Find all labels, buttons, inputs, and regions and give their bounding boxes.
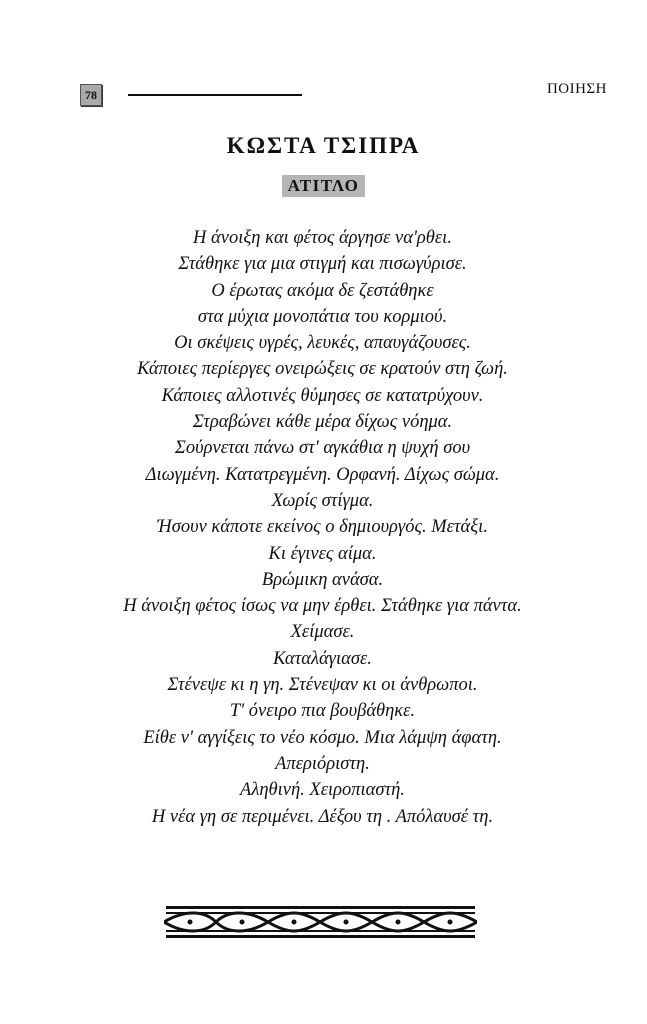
poem-line: Κι έγινες αίμα. (268, 543, 377, 564)
poem-line: Κάποιες αλλοτινές θύμησες σε κατατρύχουν. (161, 385, 484, 406)
poem-line: Βρώμικη ανάσα. (261, 569, 384, 590)
braided-border-ornament-icon (164, 902, 477, 942)
poem-line: Στένεψε κι η γη. Στένεψαν κι οι άνθρωποι. (167, 675, 478, 696)
poem-line: στα μύχια μονοπάτια του κορμιού. (197, 306, 448, 327)
poem-line: Χείμασε. (290, 622, 355, 643)
poem-line: Τ' όνειρο πια βουβάθηκε. (229, 701, 416, 722)
poem-line: Στραβώνει κάθε μέρα δίχως νόημα. (192, 412, 453, 433)
poem-title: ΑΤΙΤΛΟ (282, 175, 366, 197)
poem-line: Σούρνεται πάνω στ' αγκάθια η ψυχή σου (174, 438, 471, 459)
poem-line: Στάθηκε για μια στιγμή και πισωγύρισε. (178, 254, 467, 275)
header-rule (128, 94, 302, 96)
poem-line: Απεριόριστη. (275, 753, 370, 774)
poem-line: Οι σκέψεις υγρές, λευκές, απαυγάζουσες. (174, 333, 471, 354)
poem-body (40, 225, 605, 830)
poem-line: Είθε ν' αγγίξεις το νέο κόσμο. Μια λάμψη άφατη. (143, 727, 502, 748)
author-name: ΚΩΣΤΑ ΤΣΙΠΡΑ (226, 133, 421, 158)
poem-line: Ο έρωτας ακόμα δε ζεστάθηκε (211, 280, 434, 301)
poem-line: Χωρίς στίγμα. (271, 490, 374, 511)
poem-line: Η νέα γη σε περιμένει. Δέξου τη . Απόλαυσέ τη. (151, 806, 494, 827)
poem-line: Η άνοιξη και φέτος άργησε να'ρθει. (193, 228, 452, 248)
title-container (0, 175, 647, 197)
poem-line: Κάποιες περίεργες ονειρώξεις σε κρατούν στη ζωή. (137, 359, 508, 380)
page-number: 78 (80, 84, 102, 106)
poem-line: Διωγμένη. Κατατρεγμένη. Ορφανή. Δίχως σώμα. (145, 464, 500, 485)
poem-line: Η άνοιξη φέτος ίσως να μην έρθει. Στάθηκε για πάντα. (123, 596, 522, 617)
poem-line: Ήσουν κάποτε εκείνος ο δημιουργός. Μετάξι. (157, 517, 488, 538)
poem-line: Αληθινή. Χειροπιαστή. (240, 780, 405, 801)
poem-line: Καταλάγιασε. (273, 648, 372, 669)
running-head: ΠΟΙΗΣΗ (546, 81, 607, 97)
